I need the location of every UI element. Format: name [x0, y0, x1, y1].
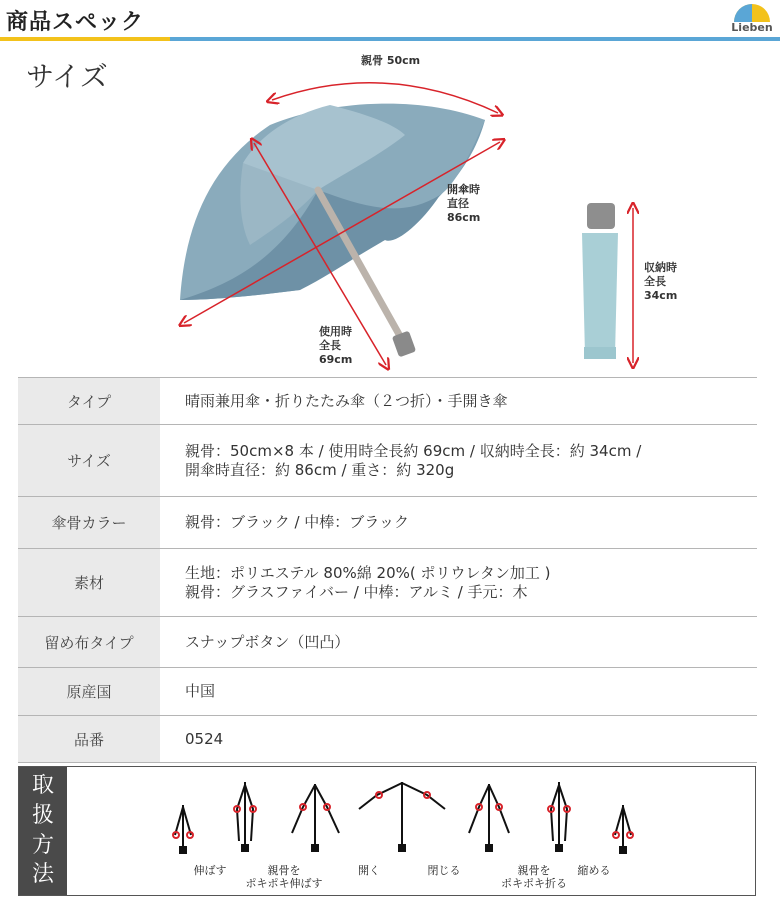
spec-row-origin — [18, 668, 757, 716]
spec-table — [18, 377, 757, 763]
brand-logo-text: Lieben — [731, 21, 773, 34]
spec-label: 品番 — [18, 716, 160, 763]
step-opened-icon — [359, 782, 445, 851]
step-label: 親骨を ポキポキ折る — [501, 864, 567, 890]
size-section-label: サイズ — [26, 60, 108, 93]
spec-value: 生地：ポリエステル 80%綿 20%( ポリウレタン加工 ) 親骨：グラスファイバー / 中棒：アルミ / 手元：木 — [160, 549, 757, 617]
page-title: 商品スペック — [6, 10, 145, 35]
step-extend-icon — [173, 805, 193, 853]
spec-row-frame-color — [18, 497, 757, 549]
spec-value: スナップボタン（凹凸） — [160, 617, 757, 668]
closed-umbrella-body — [582, 233, 618, 355]
open-diameter-label: 開傘時 直径 86cm — [447, 183, 481, 224]
header-underline-yellow — [0, 37, 170, 41]
spec-label: タイプ — [18, 378, 160, 425]
closed-length-label: 収納時 全長 34cm — [644, 261, 678, 302]
page-header — [0, 0, 780, 42]
spec-value: 中国 — [160, 668, 757, 716]
closed-umbrella-cap — [587, 203, 615, 229]
spec-row-strap-type — [18, 617, 757, 668]
step-label: 親骨を ポキポキ伸ばす — [245, 864, 323, 890]
step-open-icon — [292, 784, 339, 851]
spec-value: 0524 — [160, 716, 757, 763]
usage-section — [18, 766, 756, 896]
header-underline-blue — [170, 37, 780, 41]
brand-logo — [728, 2, 776, 34]
step-extend-ribs-icon — [234, 782, 256, 851]
step-shorten-icon — [613, 805, 633, 853]
spec-value: 親骨：50cm×8 本 / 使用時全長約 69cm / 収納時全長：約 34cm / 開傘時直径：約 86cm / 重さ：約 320g — [160, 425, 757, 497]
spec-value: 晴雨兼用傘・折りたたみ傘（２つ折）・手開き傘 — [160, 378, 757, 425]
spec-row-material — [18, 549, 757, 617]
umbrella-size-diagram — [0, 45, 780, 375]
step-label: 閉じる — [427, 864, 461, 877]
spec-row-type — [18, 378, 757, 425]
spec-row-product-number — [18, 716, 757, 763]
step-label: 開く — [358, 864, 380, 877]
usage-side-title: 取 扱 方 法 — [19, 767, 67, 895]
spec-value: 親骨：ブラック / 中棒：ブラック — [160, 497, 757, 549]
spec-row-size — [18, 425, 757, 497]
spec-label: 素材 — [18, 549, 160, 617]
step-fold-ribs-icon — [548, 782, 570, 851]
spec-label: サイズ — [18, 425, 160, 497]
step-label: 伸ばす — [193, 864, 227, 877]
usage-length-label: 使用時 全長 69cm — [319, 325, 353, 366]
step-close-icon — [469, 784, 509, 851]
spec-label: 留め布タイプ — [18, 617, 160, 668]
spec-label: 原産国 — [18, 668, 160, 716]
rib-length-label: 親骨 50cm — [361, 54, 421, 67]
spec-label: 傘骨カラー — [18, 497, 160, 549]
step-label: 縮める — [577, 864, 611, 877]
